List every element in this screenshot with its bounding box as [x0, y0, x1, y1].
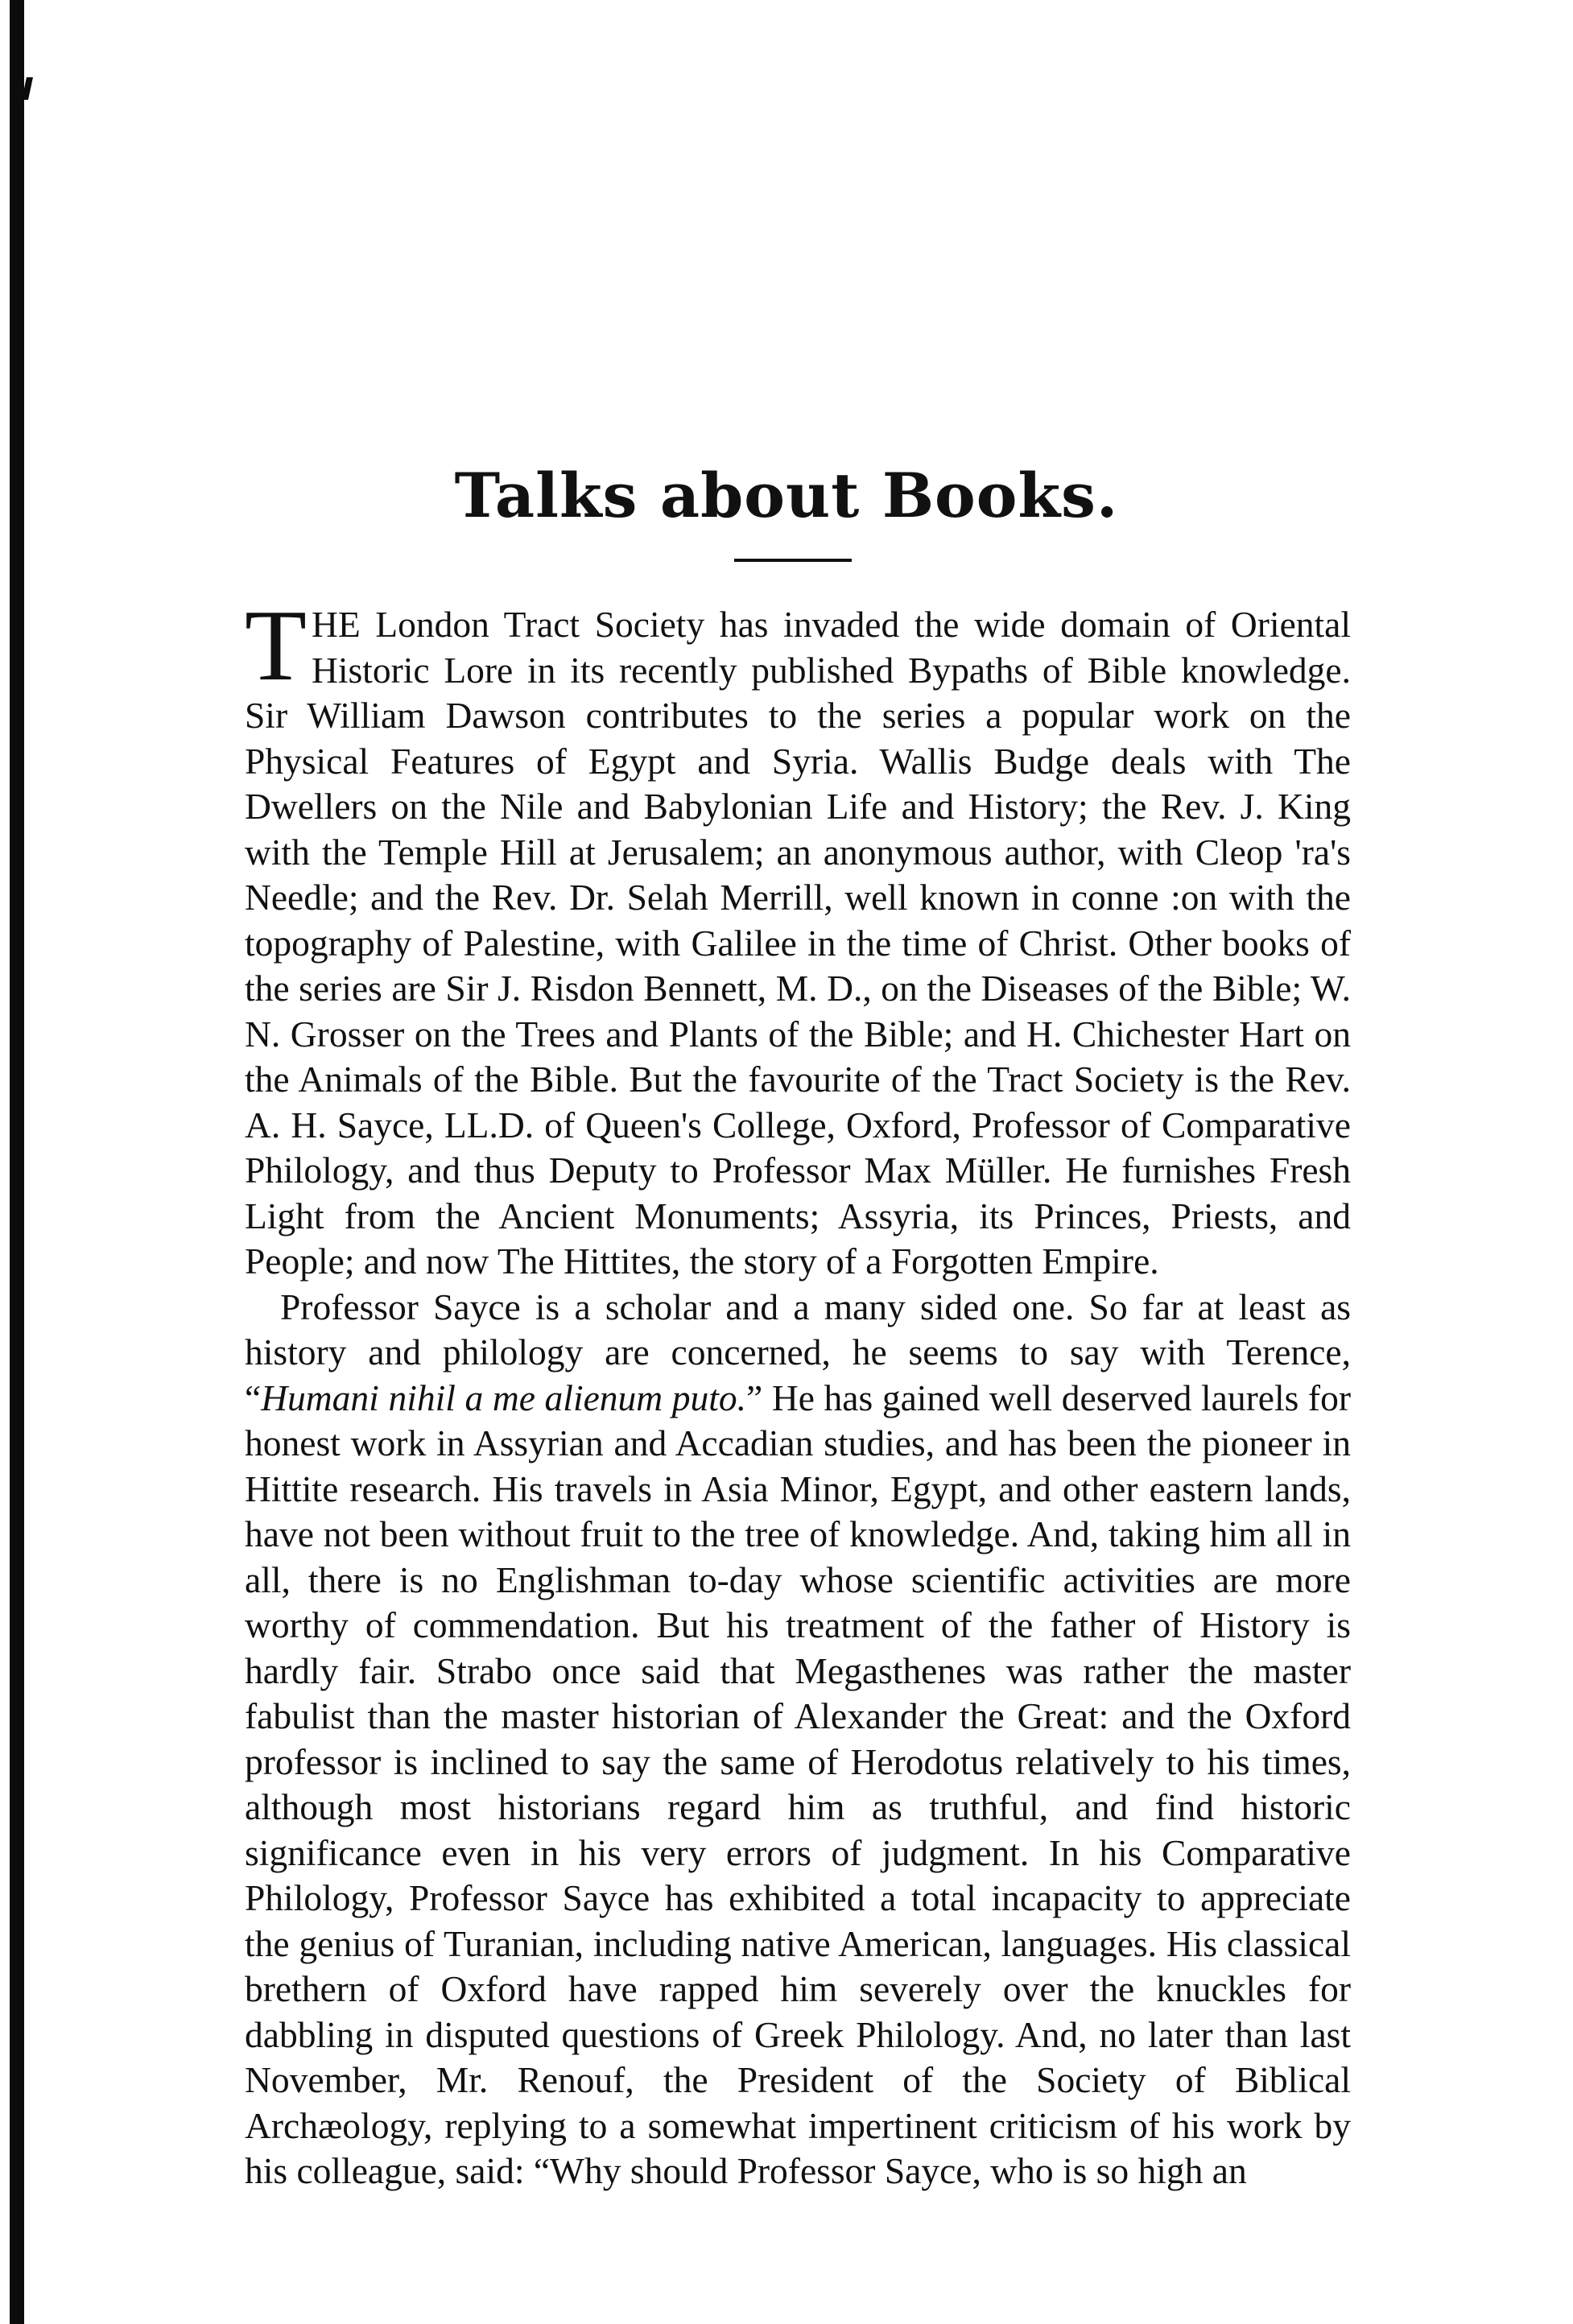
article-body [245, 590, 1352, 2194]
paragraph-1-text: London Tract Society has invaded the wide domain of Oriental Historic Lore in its recently published Bypaths of Bible knowledge. Sir William Dawson contributes to the series a popular work on the Physical Features of Egypt and Syria. Wallis Budge deals with The Dwellers on the Nile and Babylonian Life and History; the Rev. J. King with the Temple Hill at Jerusalem; an anonymous author, with Cleop 'ra's Needle; and the Rev. Dr. Selah Merrill, well known in conne :on with the topography of Palestine, with Galilee in the time of Christ. Other books of the series are Sir J. Risdon Bennett, M. D., on the Diseases of the Bible; W. N. Grosser on the Trees and Plants of the Bible; and H. Chichester Hart on the Animals of the Bible. But the favourite of the Tract Society is the Rev. A. H. Sayce, LL.D. of Queen's College, Oxford, Professor of Comparative Philology, and thus Deputy to Professor Max Müller. He furnishes Fresh Light from the Ancient Monuments; Assyria, its Princes, Priests, and People; and now The Hittites, the story of a Forgotten Empire. [245, 604, 1352, 1282]
latin-quote: Humani nihil a me alienum puto. [261, 1377, 747, 1418]
paragraph-2-text-end: ” He has gained well deserved laurels for honest work in Assyrian and Accadian studies, and has been the pioneer in Hittite research. His travels in Asia Minor, Egypt, and other eastern lands, have not been without fruit to the tree of knowledge. And, taking him all in all, there is no Englishman to-day whose scientific activities are more worthy of commendation. But his treatment of the father of History is hardly fair. Strabo once said that Megasthenes was rather the master fabulist than the master historian of Alexander the Great: and the Oxford professor is inclined to say the same of Herodotus relatively to his times, although most historians regard him as truthful, and find historic significance even in his very errors of judgment. In his Comparative Philology, Professor Sayce has exhibited a total incapacity to appreciate the genius of Turanian, including native American, languages. His classical brethern of Oxford have rapped him severely over the knuckles for dabbling in disputed questions of Greek Philology. And, no later than last November, Mr. Renouf, the President of the Society of Biblical Archæology, replying to a somewhat impertinent criticism of his work by his colleague, said: “Why should Professor Sayce, who is so high an [245, 1377, 1351, 2191]
title-rule [734, 559, 852, 562]
paragraph-1 [245, 590, 1352, 1285]
first-word-rest: HE [311, 604, 361, 645]
paragraph-2 [245, 1285, 1351, 2194]
page-binding-edge [10, 0, 24, 2324]
drop-cap: T [245, 590, 307, 702]
paragraph-2-text-start: Professor Sayce is a scholar and a many sided one. So far at least as history and philology are concerned, he seems to say with Terence, “ [245, 1286, 1351, 1418]
page-title: Talks about Books. [454, 459, 1119, 531]
